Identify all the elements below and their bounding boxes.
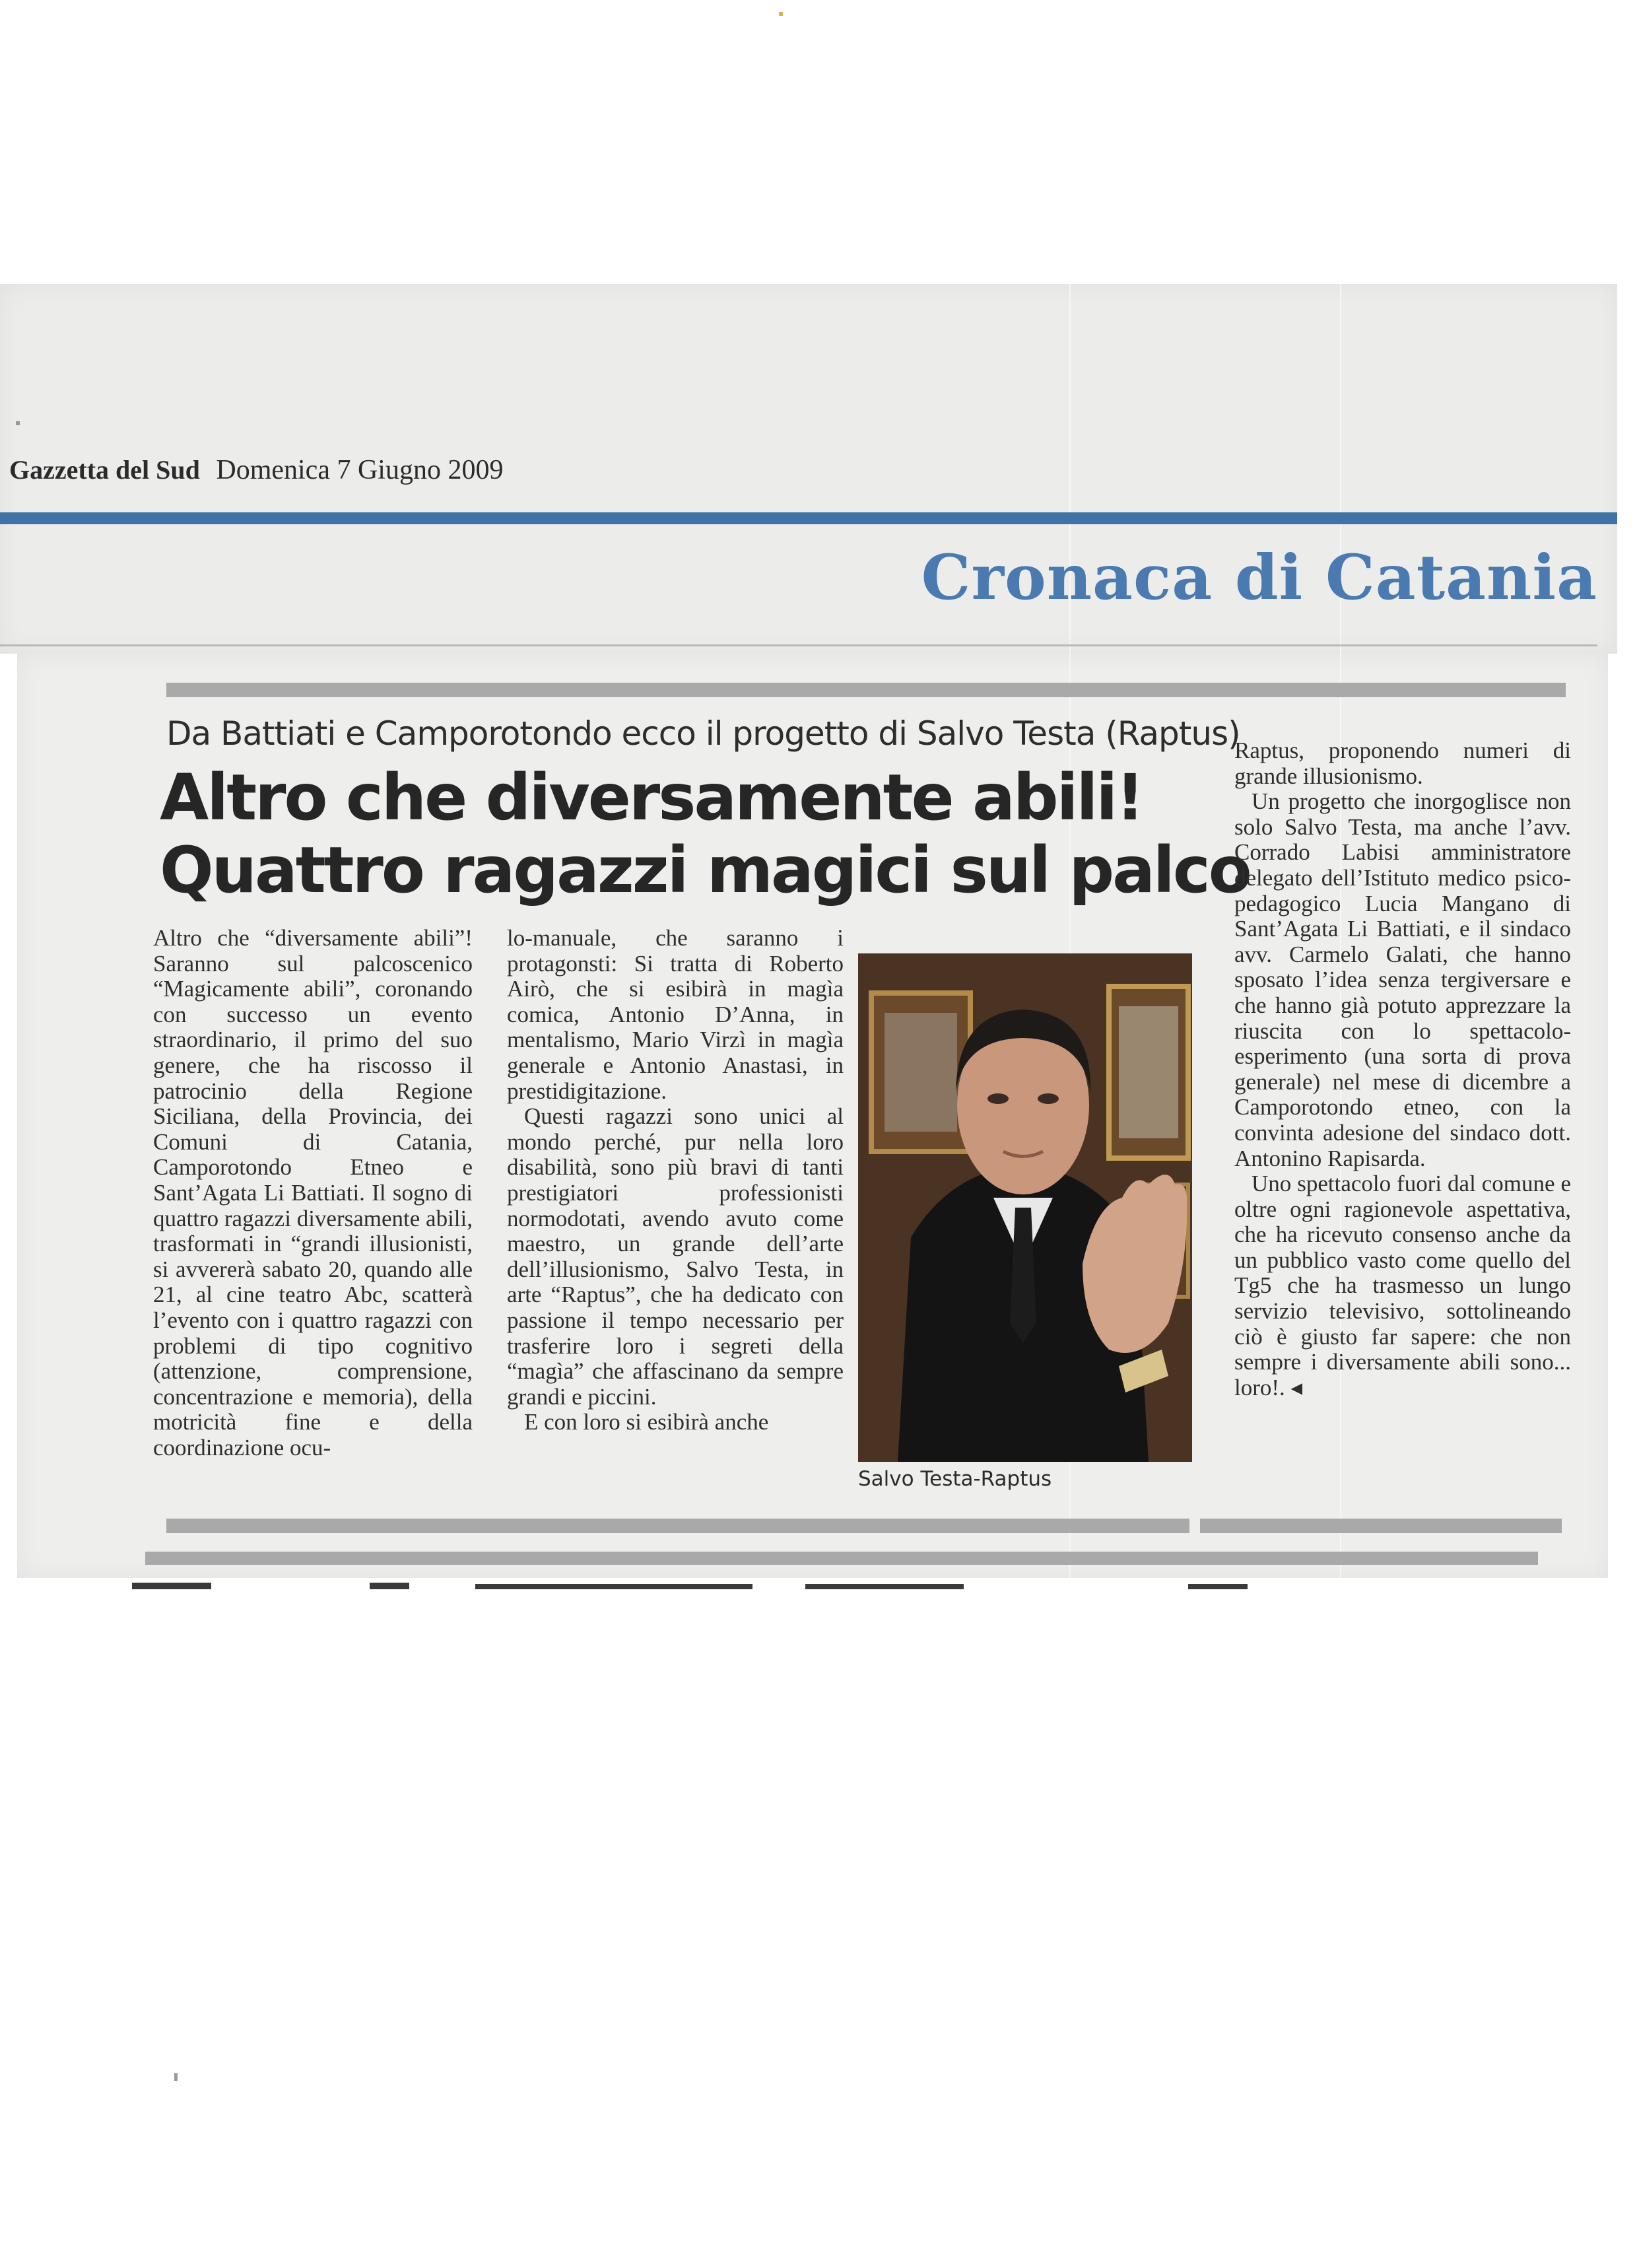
publication-date: Domenica 7 Giugno 2009 [216, 455, 504, 485]
scan-speck [779, 12, 783, 16]
article-column-3 [1234, 738, 1571, 1400]
masthead-rule [0, 512, 1617, 524]
paragraph: Uno spettacolo fuori dal comune e oltre ogni ragionevole aspettativa, che ha ricevuto consenso anche da un pubblico vasto come quello del Tg5 che ha trasmesso un lungo servizio televisivo, sottolineando ciò è giusto far sapere: che non sempre i diversamente abili sono... loro!. ◂ [1234, 1171, 1571, 1400]
scan-speck [174, 2073, 178, 2081]
photo-caption: Salvo Testa-Raptus [858, 1467, 1052, 1491]
cut-off-text-fragment [132, 1581, 1254, 1591]
paragraph: lo-manuale, che saranno i protagonsti: Si tratta di Roberto Airò, che si esibirà in magìa comica, Antonio D’Anna, in mentalismo, Mario Virzì in magìa generale e Antonio Anastasi, in prestidigitazione. [507, 925, 844, 1104]
bottom-grey-bar-right [1200, 1519, 1562, 1533]
article-kicker: Da Battiati e Camporotondo ecco il progetto di Salvo Testa (Raptus) [166, 714, 1240, 753]
headline-line-1: Altro che diversamente abili! [160, 761, 1143, 835]
paragraph: Un progetto che inorgoglisce non solo Salvo Testa, ma anche l’avv. Corrado Labisi amministratore delegato dell’Istituto medico psico-pedagogico Lucia Mangano di Sant’Agata Li Battiati, e il sindaco avv. Carmelo Galati, che hanno sposato l’idea senza tergiversare e che hanno già potuto apprezzare la riuscita con lo spettacolo-esperimento (una sorta di prova generale) nel mese di dicembre a Camporotondo etneo, con la convinta adesione del sindaco dott. Antonino Rapisarda. [1234, 788, 1571, 1171]
top-grey-bar [166, 683, 1566, 697]
paragraph: E con loro si esibirà anche [524, 1409, 769, 1435]
footer-grey-bar [145, 1552, 1538, 1565]
article-column-1 [153, 926, 473, 1460]
section-divider [0, 644, 1597, 646]
newspaper-name: Gazzetta del Sud [9, 455, 200, 485]
bottom-grey-bar-left [166, 1519, 1189, 1533]
scan-speck [16, 421, 20, 425]
headline-line-2: Quattro ragazzi magici sul palco [160, 833, 1250, 907]
article-column-2 [507, 926, 844, 1435]
paragraph: Raptus, proponendo numeri di grande illusionismo. [1234, 738, 1571, 789]
portrait-illustration [858, 953, 1192, 1462]
cut-off-glyphs [132, 1581, 1254, 1591]
paragraph: Questi ragazzi sono unici al mondo perché, pur nella loro disabilità, sono più bravi di tanti prestigiatori professionisti normodotati, avendo avuto come maestro, un grande dell’arte dell’illusionismo, Salvo Testa, in arte “Raptus”, che ha dedicato con passione il tempo necessario per trasferire loro i segreti della “magìa” che affascinano da sempre grandi e piccini. [507, 1103, 844, 1410]
paragraph: Altro che “diversamente abili”! Saranno sul palcoscenico “Magicamente abili”, coronando con successo un evento straordinario, il primo del suo genere, che ha riscosso il patrocinio della Regione Siciliana, della Provincia, dei Comuni di Catania, Camporotondo Etneo e Sant’Agata Li Battiati. Il sogno di quattro ragazzi diversamente abili, trasformati in “grandi illusionisti, si avvererà sabato 20, quando alle 21, al cine teatro Abc, scatterà l’evento con i quattro ragazzi con problemi di tipo cognitivo (attenzione, comprensione, concentrazione e memoria), della motricità fine e della coordinazione ocu- [153, 925, 473, 1460]
portrait-photo [858, 953, 1192, 1462]
masthead [9, 454, 503, 486]
section-title: Cronaca di Catania [921, 541, 1597, 614]
